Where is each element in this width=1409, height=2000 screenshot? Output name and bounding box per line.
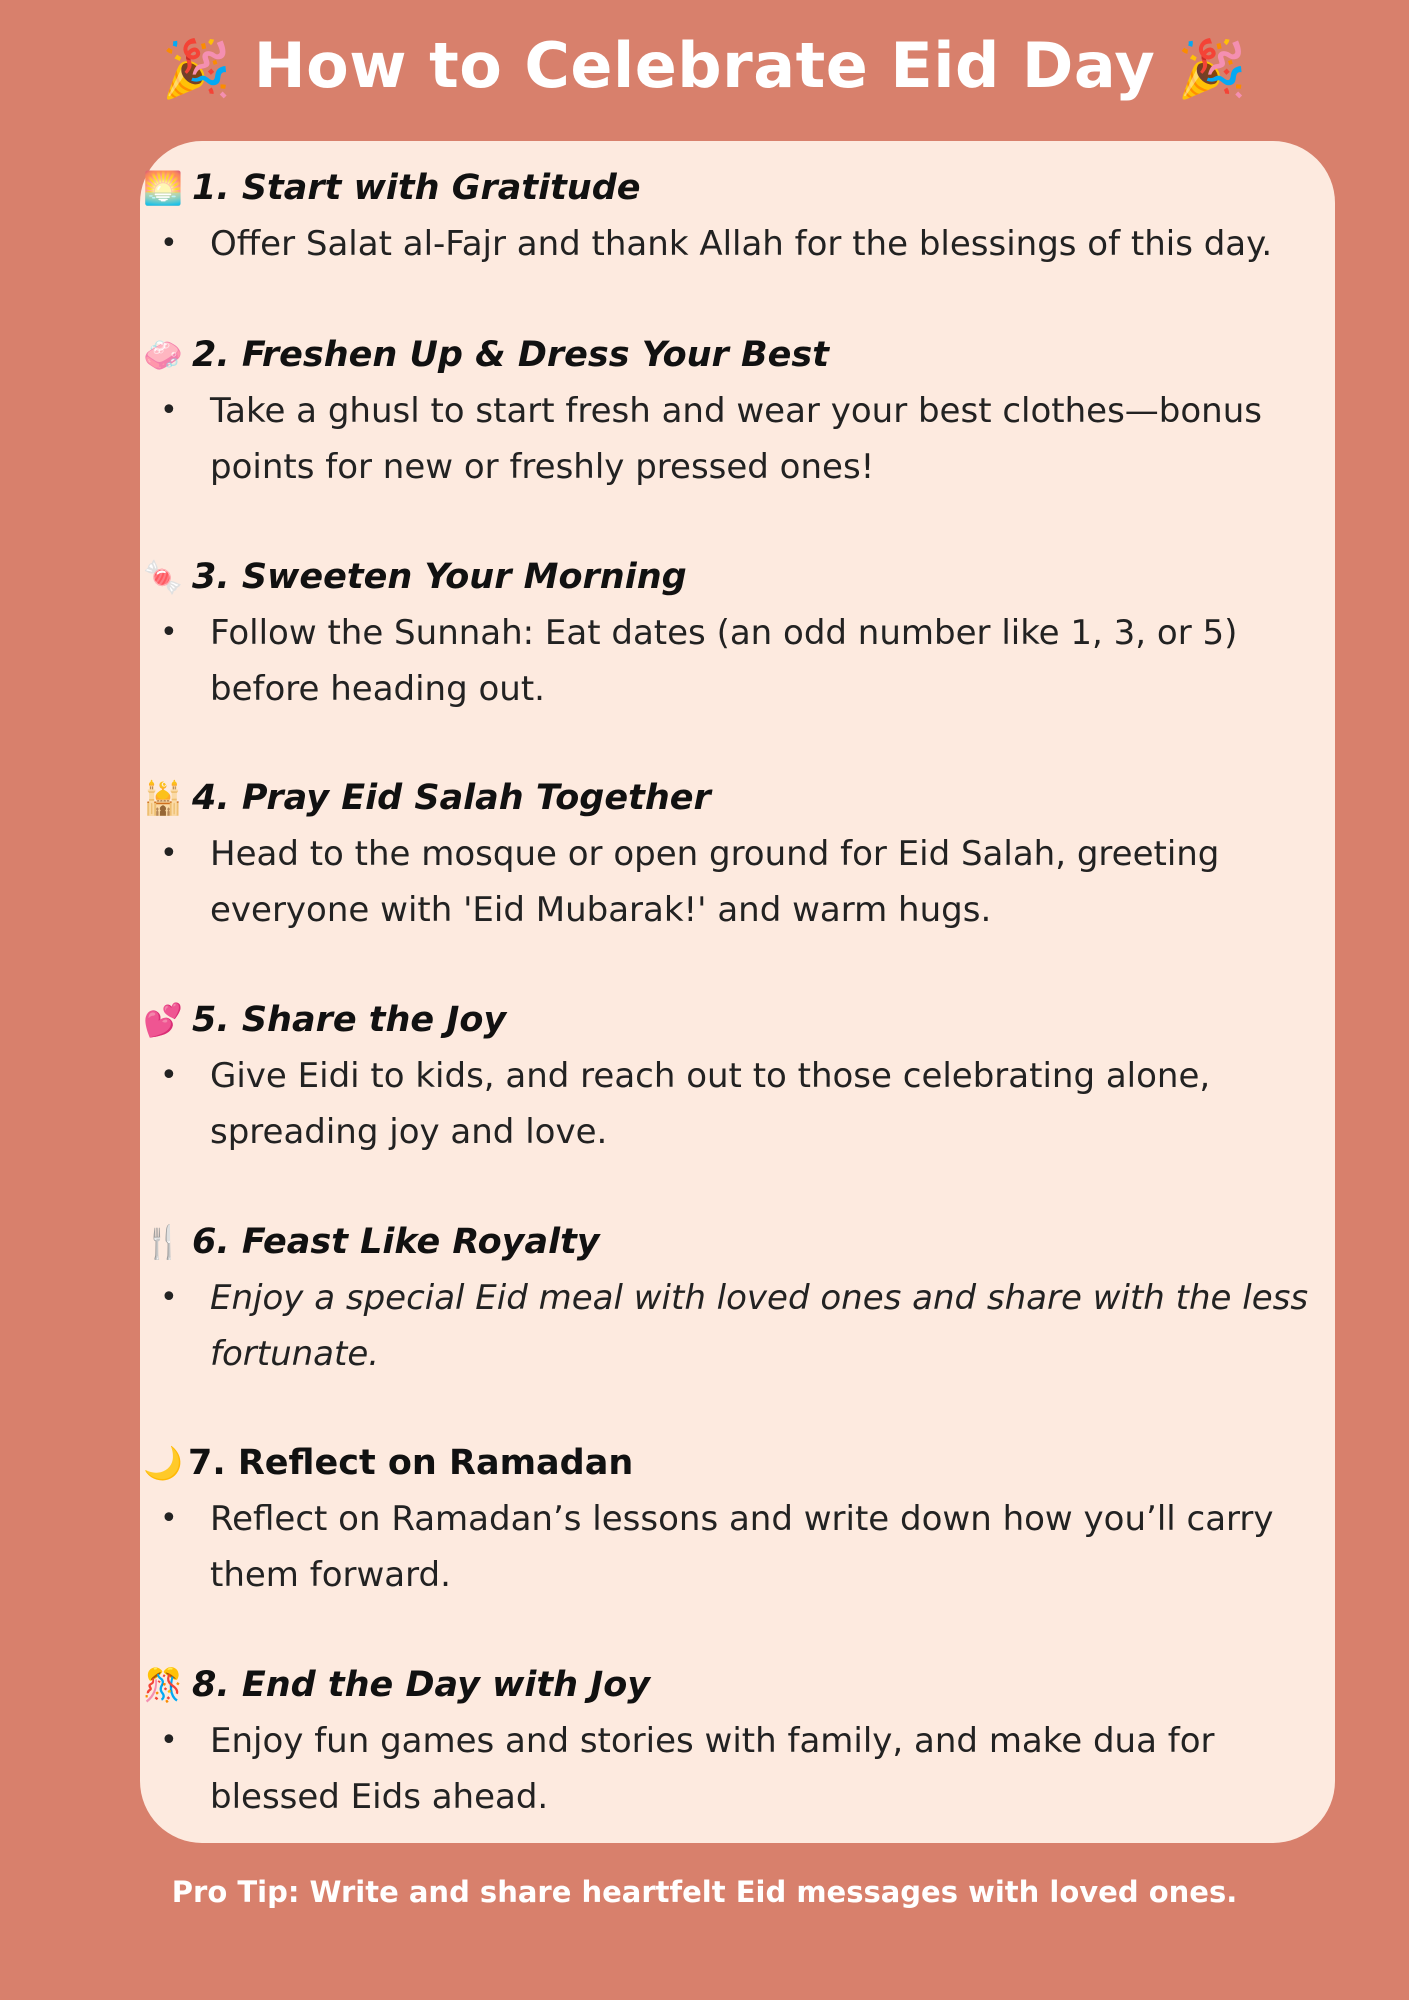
two-hearts-icon: 💕 bbox=[143, 1001, 183, 1039]
list-item bbox=[140, 1048, 1335, 1160]
section-heading bbox=[140, 1215, 1335, 1270]
page-title-text: How to Celebrate Eid Day bbox=[253, 29, 1156, 102]
section-heading-text: 8. End the Day with Joy bbox=[192, 1665, 651, 1705]
section-heading bbox=[140, 771, 1335, 826]
section-heading-text: 6. Feast Like Royalty bbox=[192, 1222, 600, 1262]
section-heading bbox=[140, 1436, 1335, 1491]
list-item-text: Enjoy a special Eid meal with loved ones and share with the less fortunate. bbox=[210, 1278, 1309, 1374]
bullet-dot: • bbox=[160, 1723, 178, 1758]
section-heading-text: 7. Reflect on Ramadan bbox=[188, 1443, 634, 1483]
section-heading bbox=[140, 328, 1335, 383]
section-heading-text: 4. Pray Eid Salah Together bbox=[192, 778, 711, 818]
section-7 bbox=[140, 1436, 1335, 1603]
content-card bbox=[140, 141, 1335, 1843]
section-heading bbox=[140, 1658, 1335, 1713]
bullet-dot: • bbox=[160, 393, 178, 428]
list-item bbox=[140, 605, 1335, 717]
list-item bbox=[140, 1713, 1335, 1825]
section-3 bbox=[140, 550, 1335, 717]
list-item-text: Give Eidi to kids, and reach out to those celebrating alone, spreading joy and love. bbox=[210, 1056, 1211, 1152]
bullet-dot: • bbox=[160, 836, 178, 871]
list-item bbox=[140, 216, 1335, 272]
confetti-ball-icon: 🎊 bbox=[143, 1666, 183, 1704]
mosque-icon: 🕌 bbox=[143, 779, 183, 817]
section-heading-text: 5. Share the Joy bbox=[192, 1000, 507, 1040]
section-heading-text: 1. Start with Gratitude bbox=[192, 168, 641, 208]
list-item-text: Offer Salat al-Fajr and thank Allah for the blessings of this day. bbox=[210, 224, 1273, 264]
section-6 bbox=[140, 1215, 1335, 1382]
list-item-text: Reflect on Ramadan’s lessons and write down how you’ll carry them forward. bbox=[210, 1499, 1274, 1595]
bullet-dot: • bbox=[160, 1501, 178, 1536]
list-item bbox=[140, 383, 1335, 495]
list-item bbox=[140, 1491, 1335, 1603]
list-item-text: Enjoy fun games and stories with family, and make dua for blessed Eids ahead. bbox=[210, 1721, 1215, 1817]
sunrise-icon: 🌅 bbox=[143, 169, 183, 207]
pro-tip: Pro Tip: Write and share heartfelt Eid messages with loved ones. bbox=[171, 1875, 1238, 1909]
list-item-text: Follow the Sunnah: Eat dates (an odd number like 1, 3, or 5) before heading out. bbox=[210, 613, 1238, 709]
crescent-moon-icon: 🌙 bbox=[143, 1444, 183, 1482]
list-item-text: Take a ghusl to start fresh and wear your best clothes—bonus points for new or freshly pressed ones! bbox=[210, 391, 1262, 487]
bullet-dot: • bbox=[160, 1280, 178, 1315]
section-heading-text: 3. Sweeten Your Morning bbox=[192, 557, 687, 597]
bullet-dot: • bbox=[160, 615, 178, 650]
list-item bbox=[140, 826, 1335, 938]
section-heading bbox=[140, 550, 1335, 605]
bullet-dot: • bbox=[160, 226, 178, 261]
list-item bbox=[140, 1270, 1335, 1382]
fork-and-knife-icon: 🍴 bbox=[143, 1223, 183, 1261]
section-1 bbox=[140, 161, 1335, 272]
section-2 bbox=[140, 328, 1335, 495]
section-heading-text: 2. Freshen Up & Dress Your Best bbox=[192, 335, 829, 375]
page-title bbox=[0, 22, 1409, 114]
bullet-dot: • bbox=[160, 1058, 178, 1093]
section-4 bbox=[140, 771, 1335, 938]
party-popper-icon: 🎉 bbox=[1177, 36, 1248, 102]
section-heading bbox=[140, 161, 1335, 216]
candy-icon: 🍬 bbox=[143, 558, 183, 596]
party-popper-icon: 🎉 bbox=[161, 36, 232, 102]
section-heading bbox=[140, 993, 1335, 1048]
section-8 bbox=[140, 1658, 1335, 1825]
section-5 bbox=[140, 993, 1335, 1160]
list-item-text: Head to the mosque or open ground for Eid Salah, greeting everyone with 'Eid Mubarak!' and warm hugs. bbox=[210, 834, 1220, 930]
soap-icon: 🧼 bbox=[143, 336, 183, 374]
